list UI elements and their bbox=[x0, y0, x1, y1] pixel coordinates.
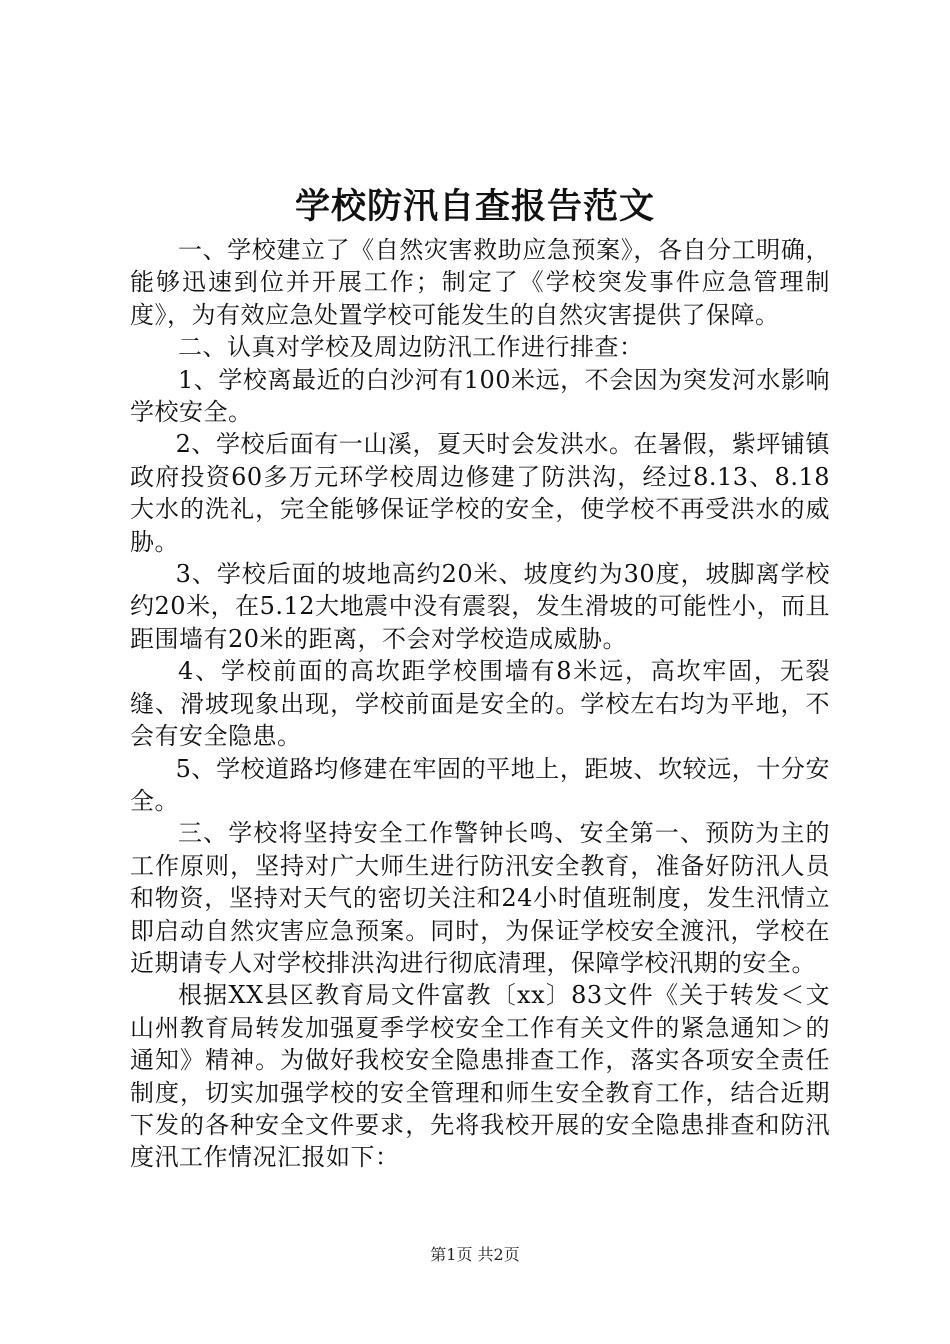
paragraph-item-roads: 5、学校道路均修建在牢固的平地上，距坡、坎较远，十分安全。 bbox=[130, 754, 830, 815]
paragraph-safety-principle: 三、学校将坚持安全工作警钟长鸣、安全第一、预防为主的工作原则，坚持对广大师生进行防汛安全教育，准备好防汛人员和物资，坚持对天气的密切关注和24小时值班制度，发生汛情立即启动自然灾害应急预案。同时，为保证学校安全渡汛，学校在近期请专人对学校排洪沟进行彻底清理，保障学校汛期的安全。 bbox=[130, 819, 830, 977]
paragraph-item-river: 1、学校离最近的白沙河有100米远，不会因为突发河水影响学校安全。 bbox=[130, 365, 830, 427]
paragraph-report-basis: 根据XX县区教育局文件富教〔xx〕83文件《关于转发＜文山州教育局转发加强夏季学校安全工作有关文件的紧急通知＞的通知》精神。为做好我校安全隐患排查工作，落实各项安全责任制度，切实加强学校的安全管理和师生安全教育工作，结合近期下发的各种安全文件要求，先将我校开展的安全隐患排查和防汛度汛工作情况汇报如下： bbox=[130, 981, 830, 1172]
paragraph-item-front-bank: 4、学校前面的高坎距学校围墙有8米远，高坎牢固，无裂缝、滑坡现象出现，学校前面是安全的。学校左右均为平地，不会有安全隐患。 bbox=[130, 657, 830, 751]
paragraph-emergency-plan: 一、学校建立了《自然灾害救助应急预案》，各自分工明确，能够迅速到位并开展工作；制定了《学校突发事件应急管理制度》，为有效应急处置学校可能发生的自然灾害提供了保障。 bbox=[130, 236, 830, 329]
page-number-footer: 第1页 共2页 bbox=[430, 1245, 520, 1264]
paragraph-item-slope: 3、学校后面的坡地高约20米、坡度约为30度，坡脚离学校约20米，在5.12大地震中没有震裂，发生滑坡的可能性小，而且距围墙有20米的距离，不会对学校造成威胁。 bbox=[130, 560, 830, 653]
paragraph-item-creek: 2、学校后面有一山溪，夏天时会发洪水。在暑假，紫坪铺镇政府投资60多万元环学校周边修建了防洪沟，经过8.13、8.18大水的洗礼，完全能够保证学校的安全，使学校不再受洪水的威胁。 bbox=[130, 430, 830, 556]
document-title: 学校防汛自查报告范文 bbox=[294, 186, 655, 227]
paragraph-inspection-heading: 二、认真对学校及周边防汛工作进行排查： bbox=[178, 333, 644, 362]
document-body bbox=[130, 234, 830, 1174]
